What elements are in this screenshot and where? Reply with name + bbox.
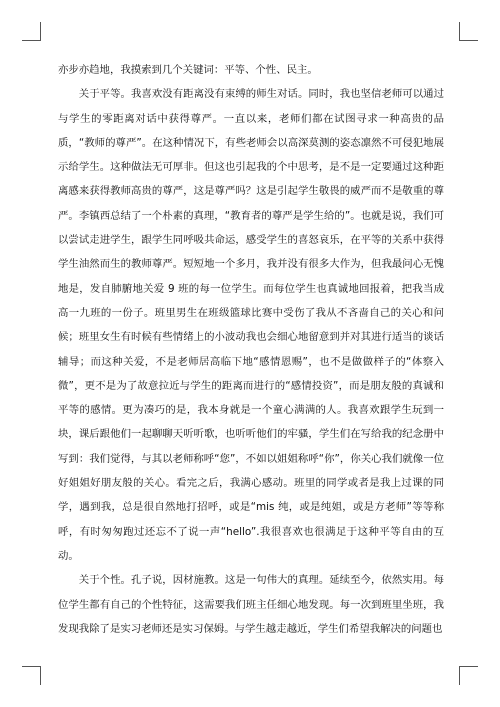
paragraph-keywords: 亦步亦趋地，我摸索到几个关键词：平等、个性、民主。 (58, 64, 318, 76)
crop-mark-bottom-left (22, 666, 41, 685)
paragraph-equality: 关于平等。我喜欢没有距离没有束缚的师生对话。同时，我也坚信老师可以通过与学生的零距离对话中获得尊严。一直以来，老师们都在试图寻求一种高贵的品质，“教师的尊严”。在这种情况下，有些老师会以高深莫测的姿态凛然不可侵犯地展示给学生。这种做法无可厚非。但这也引起我的个中思考，是不是一定要通过这种距离感来获得教师高贵的尊严，这是尊严吗？这是引起学生敬畏的威严而不是敬重的尊严。李镇西总结了一个朴素的真理，“教育者的尊严是学生给的”。也就是说，我们可以尝试走进学生，跟学生同呼吸共命运，感受学生的喜怒哀乐，在平等的关系中获得学生油然而生的教师尊严。短短地一个多月，我并没有很多大作为，但我最问心无愧地是，发自肺腑地关爱 9 班的每一位学生。而每位学生也真诚地回报着，把我当成高一九班的一份子。班里男生在班级篮球比赛中受伤了我从不吝啬自己的关心和问候；班里女生有时候有些情绪上的小波动我也会细心地留意到并对其进行适当的谈话辅导；而这种关爱，不是老师居高临下地“感情恩赐”，也不是做做样子的“体察入微”，更不是为了故意拉近与学生的距离而进行的“感情投资”，而是朋友般的真诚和平等的感情。更为凑巧的是，我本身就是一个童心满满的人。我喜欢跟学生玩到一块，课后跟他们一起聊聊天听听歌，也听听他们的牢骚，学生们在写给我的纪念册中写到：我们觉得，与其以老师称呼“您”，不如以姐姐称呼“你”，你关心我们就像一位好姐姐好朋友般的关心。看完之后，我满心感动。班里的同学或者是我上过课的同学，遇到我，总是很自然地打招呼，或是“mis 纯，或是纯姐，或是方老师”等等称呼，有时匆匆跑过还忘不了说一声“hello”.我很喜欢也很满足于这种平等自由的互动。 (58, 88, 444, 562)
paragraph-individuality: 关于个性。孔子说，因材施教。这是一句伟大的真理。延续至今，依然实用。每位学生都有自己的个性特征，这需要我们班主任细心地发现。每一次到班里坐班，我发现我除了是实习老师还是实习保姆。与学生越走越近，学生们希望我解决的问题也 (58, 574, 444, 635)
crop-mark-top-left (22, 22, 41, 41)
document-body (58, 58, 444, 641)
crop-mark-bottom-right (459, 666, 478, 685)
crop-mark-top-right (459, 22, 478, 41)
